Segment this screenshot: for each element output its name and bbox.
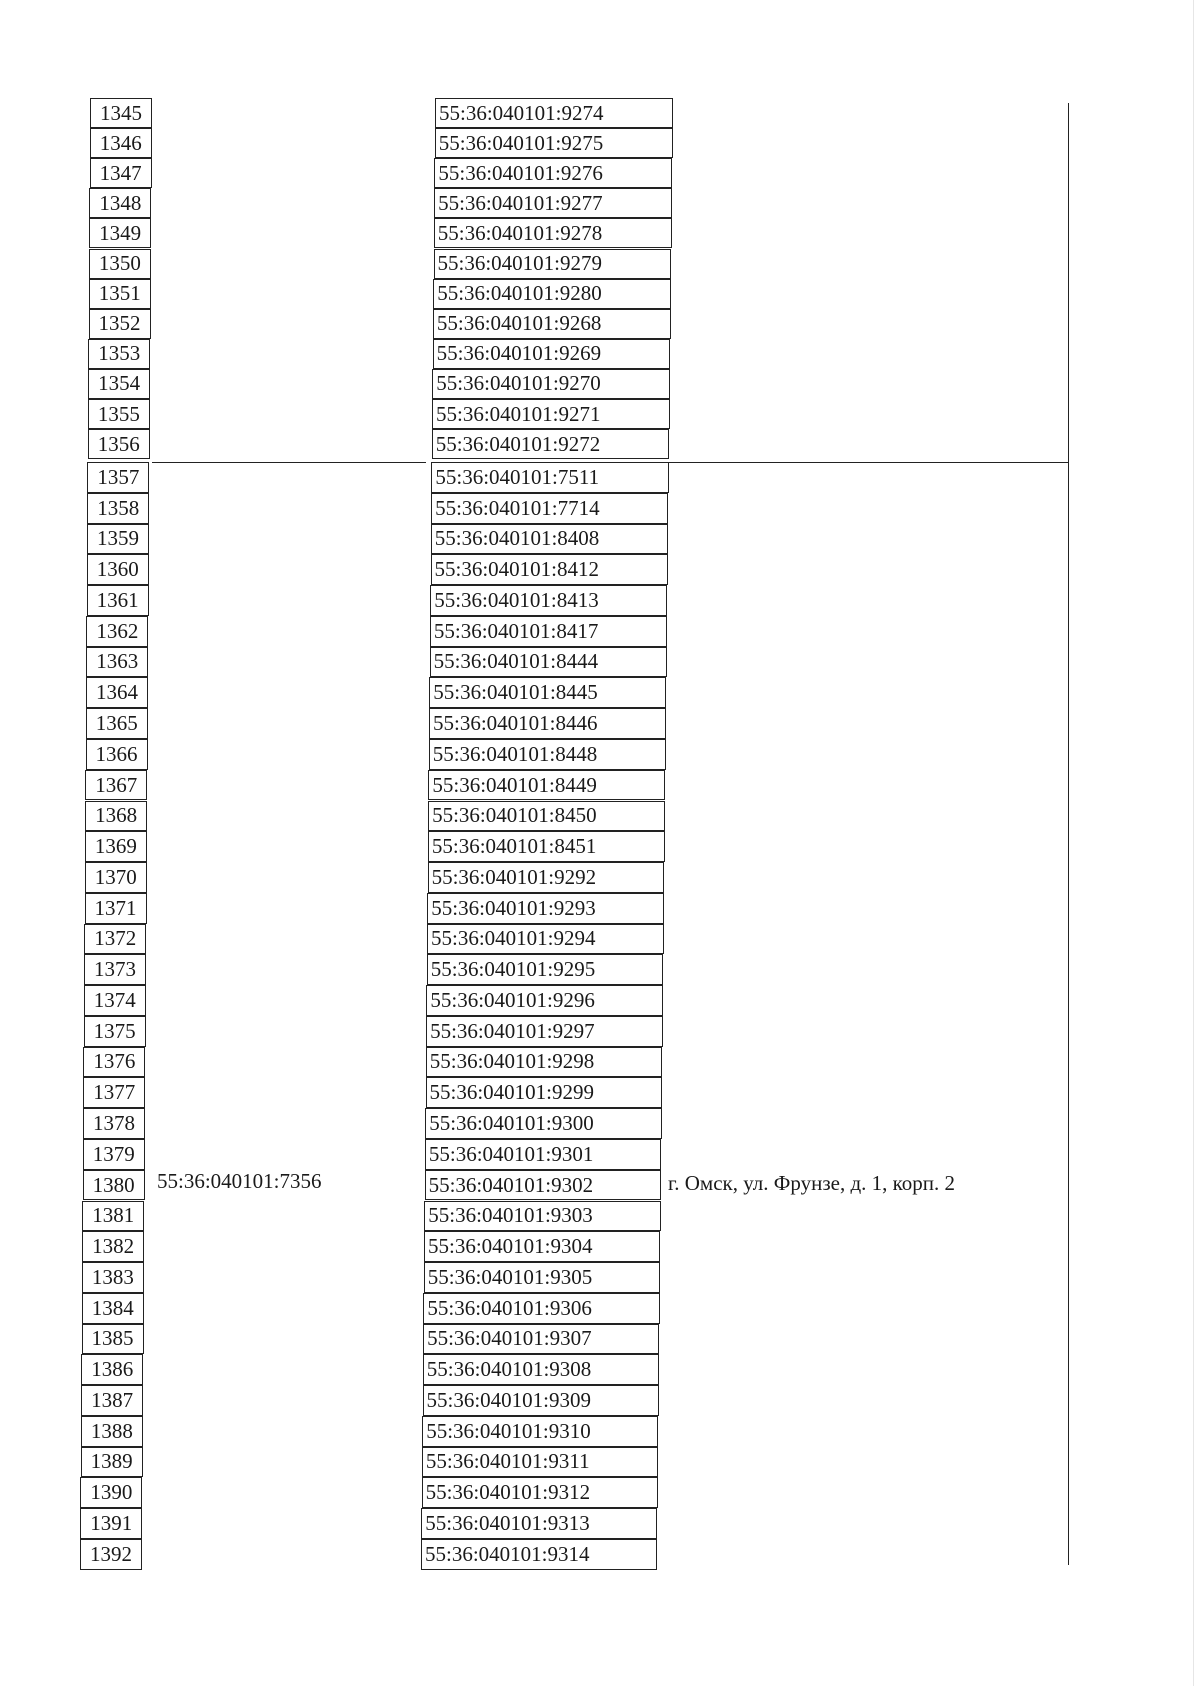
row-number-cell: 1366 [86, 739, 148, 770]
cadastral-number-cell: 55:36:040101:8417 [430, 616, 667, 647]
row-number-cell: 1350 [89, 249, 151, 279]
cadastral-number-cell: 55:36:040101:9305 [424, 1262, 660, 1293]
scan-edge [1193, 0, 1194, 1686]
row-number-cell: 1365 [86, 708, 148, 739]
cadastral-number-cell: 55:36:040101:9302 [425, 1170, 662, 1201]
row-number-cell: 1381 [82, 1201, 144, 1232]
row-number-cell: 1353 [88, 339, 150, 369]
cadastral-number-cell: 55:36:040101:8444 [430, 647, 667, 678]
row-number-cell: 1384 [82, 1293, 144, 1324]
cadastral-number-cell: 55:36:040101:9309 [423, 1385, 659, 1416]
cadastral-number-cell: 55:36:040101:8450 [428, 801, 665, 832]
row-number-cell: 1374 [84, 985, 146, 1016]
cadastral-number-cell: 55:36:040101:9292 [428, 862, 665, 893]
row-number-cell: 1345 [90, 98, 152, 128]
row-number-cell: 1360 [87, 554, 149, 585]
row-number-cell: 1389 [81, 1447, 143, 1478]
building-cadastral-number: 55:36:040101:7356 [157, 1169, 322, 1193]
row-number-cell: 1372 [84, 924, 146, 955]
row-number-cell: 1390 [80, 1477, 142, 1508]
row-number-cell: 1369 [85, 831, 147, 862]
cadastral-number-cell: 55:36:040101:8413 [430, 585, 667, 616]
row-number-cell: 1361 [87, 585, 149, 616]
cadastral-number-cell: 55:36:040101:9308 [423, 1354, 659, 1385]
cadastral-number-cell: 55:36:040101:7511 [431, 462, 669, 493]
cadastral-number-cell: 55:36:040101:9276 [434, 158, 672, 188]
row-number-cell: 1376 [83, 1047, 145, 1078]
cadastral-number-cell: 55:36:040101:8445 [429, 677, 666, 708]
cadastral-number-cell: 55:36:040101:9311 [422, 1447, 658, 1478]
row-number-cell: 1347 [90, 158, 152, 188]
row-number-cell: 1356 [88, 429, 150, 459]
cadastral-number-cell: 55:36:040101:9313 [421, 1508, 657, 1539]
cadastral-number-cell: 55:36:040101:8448 [429, 739, 666, 770]
row-number-cell: 1346 [90, 128, 152, 158]
cadastral-number-cell: 55:36:040101:9300 [425, 1108, 662, 1139]
row-number-cell: 1362 [86, 616, 148, 647]
row-number-cell: 1383 [82, 1262, 144, 1293]
row-number-cell: 1371 [85, 893, 147, 924]
cadastral-number-cell: 55:36:040101:9295 [427, 954, 664, 985]
row-number-cell: 1348 [89, 188, 151, 218]
cadastral-number-cell: 55:36:040101:8449 [428, 770, 665, 801]
row-number-cell: 1387 [81, 1385, 143, 1416]
cadastral-number-cell: 55:36:040101:9269 [433, 339, 671, 369]
row-number-cell: 1373 [84, 954, 146, 985]
row-number-cell: 1378 [83, 1108, 145, 1139]
row-number-cell: 1364 [86, 677, 148, 708]
row-number-cell: 1385 [82, 1324, 144, 1355]
cadastral-number-cell: 55:36:040101:8412 [431, 554, 668, 585]
row-number-cell: 1355 [88, 399, 150, 429]
cadastral-number-cell: 55:36:040101:9293 [427, 893, 664, 924]
row-number-cell: 1367 [85, 770, 147, 801]
cadastral-number-cell: 55:36:040101:9307 [423, 1324, 659, 1355]
cadastral-number-cell: 55:36:040101:8408 [431, 524, 668, 555]
cadastral-number-cell: 55:36:040101:9298 [426, 1047, 663, 1078]
row-number-cell: 1370 [85, 862, 147, 893]
row-number-cell: 1349 [89, 218, 151, 248]
row-number-cell: 1375 [84, 1016, 146, 1047]
row-number-cell: 1358 [87, 493, 149, 524]
cadastral-number-cell: 55:36:040101:9303 [424, 1201, 661, 1232]
group-separator-line [669, 462, 1068, 463]
table-right-border [1068, 103, 1069, 1565]
row-number-cell: 1386 [81, 1354, 143, 1385]
cadastral-number-cell: 55:36:040101:9304 [424, 1231, 660, 1262]
cadastral-number-cell: 55:36:040101:9306 [423, 1293, 659, 1324]
cadastral-number-cell: 55:36:040101:9278 [434, 218, 672, 248]
address: г. Омск, ул. Фрунзе, д. 1, корп. 2 [668, 1171, 956, 1195]
cadastral-number-cell: 55:36:040101:9296 [426, 985, 663, 1016]
row-number-cell: 1391 [80, 1508, 142, 1539]
row-number-cell: 1351 [89, 279, 151, 309]
cadastral-number-cell: 55:36:040101:9312 [422, 1477, 658, 1508]
row-number-cell: 1363 [86, 647, 148, 678]
group-separator-line [152, 462, 426, 463]
cadastral-number-cell: 55:36:040101:9297 [426, 1016, 663, 1047]
row-number-cell: 1377 [83, 1077, 145, 1108]
cadastral-number-cell: 55:36:040101:9274 [435, 98, 673, 128]
cadastral-number-cell: 55:36:040101:9301 [425, 1139, 662, 1170]
row-number-cell: 1352 [89, 309, 151, 339]
cadastral-number-cell: 55:36:040101:9275 [435, 128, 673, 158]
cadastral-number-cell: 55:36:040101:9272 [432, 429, 670, 459]
cadastral-number-cell: 55:36:040101:9270 [432, 369, 670, 399]
row-number-cell: 1392 [80, 1539, 142, 1570]
row-number-cell: 1359 [87, 524, 149, 555]
row-number-cell: 1380 [83, 1170, 145, 1201]
cadastral-number-cell: 55:36:040101:9294 [427, 924, 664, 955]
cadastral-number-cell: 55:36:040101:9277 [434, 188, 672, 218]
row-number-cell: 1357 [87, 462, 149, 493]
cadastral-number-cell: 55:36:040101:9280 [433, 279, 671, 309]
row-number-cell: 1354 [88, 369, 150, 399]
cadastral-number-cell: 55:36:040101:9279 [434, 249, 672, 279]
row-number-cell: 1368 [85, 801, 147, 832]
cadastral-number-cell: 55:36:040101:9268 [433, 309, 671, 339]
cadastral-number-cell: 55:36:040101:8451 [428, 831, 665, 862]
row-number-cell: 1388 [81, 1416, 143, 1447]
cadastral-number-cell: 55:36:040101:9299 [426, 1077, 663, 1108]
row-number-cell: 1379 [83, 1139, 145, 1170]
cadastral-number-cell: 55:36:040101:7714 [431, 493, 668, 524]
cadastral-number-cell: 55:36:040101:9271 [432, 399, 670, 429]
cadastral-number-cell: 55:36:040101:9314 [421, 1539, 657, 1570]
row-number-cell: 1382 [82, 1231, 144, 1262]
cadastral-number-cell: 55:36:040101:9310 [422, 1416, 658, 1447]
cadastral-number-cell: 55:36:040101:8446 [429, 708, 666, 739]
